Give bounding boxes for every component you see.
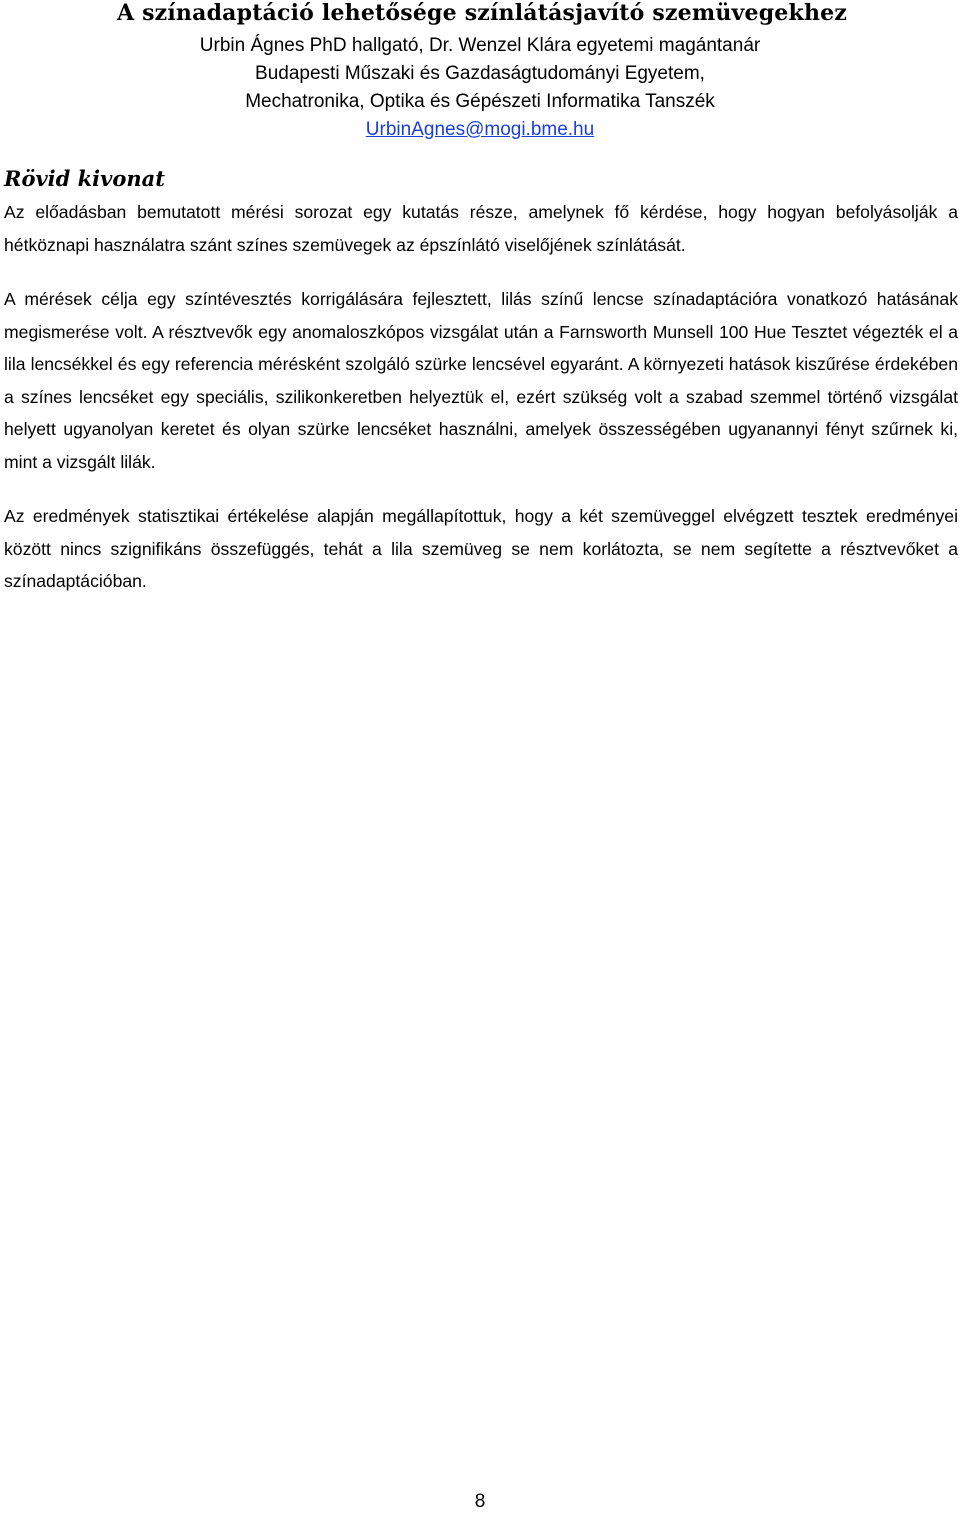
- authors-line: Urbin Ágnes PhD hallgató, Dr. Wenzel Klára egyetemi magántanár: [199, 35, 761, 56]
- email-line: [0, 116, 960, 144]
- department-line: Mechatronika, Optika és Gépészeti Informatika Tanszék: [245, 91, 715, 112]
- abstract-body: [4, 196, 958, 620]
- abstract-paragraph-2: A mérések célja egy színtévesztés korrigálására fejlesztett, lilás színű lencse színadaptációra vonatkozó hatásának megismerése volt. A résztvevők egy anomaloszkópos vizsgálat után a Farnsworth Munsell 100 Hue Tesztet végezték el a lila lencsékkel és egy referencia mérésként szolgáló szürke lencsével egyaránt. A környezeti hatások kiszűrése érdekében a színes lencséket egy speciális, szilikonkeretben helyeztük el, ezért szükség volt a szabad szemmel történő vizsgálat helyett ugyanolyan keretet és olyan szürke lencséket használni, amelyek összességében ugyanannyi fényt szűrnek ki, mint a vizsgált lilák.: [4, 289, 958, 472]
- paper-title: A színadaptáció lehetősége színlátásjavító szemüvegekhez: [116, 0, 848, 26]
- page-number: 8: [474, 1491, 486, 1512]
- abstract-paragraph-1: Az előadásban bemutatott mérési sorozat egy kutatás része, amelynek fő kérdése, hogy hogyan befolyásolják a hétköznapi használatra szánt színes szemüvegek az épszínlátó viselőjének színlátását.: [4, 202, 958, 255]
- email-link[interactable]: UrbinAgnes@mogi.bme.hu: [365, 119, 595, 140]
- paper-header: [0, 0, 960, 144]
- abstract-heading: Rövid kivonat: [4, 166, 165, 191]
- abstract-paragraph-3: Az eredmények statisztikai értékelése alapján megállapítottuk, hogy a két szemüveggel elvégzett tesztek eredményei között nincs szignifikáns összefüggés, tehát a lila szemüveg se nem korlátozta, se nem segítette a résztvevőket a színadaptációban.: [4, 506, 958, 591]
- university-line: Budapesti Műszaki és Gazdaságtudományi Egyetem,: [255, 63, 705, 84]
